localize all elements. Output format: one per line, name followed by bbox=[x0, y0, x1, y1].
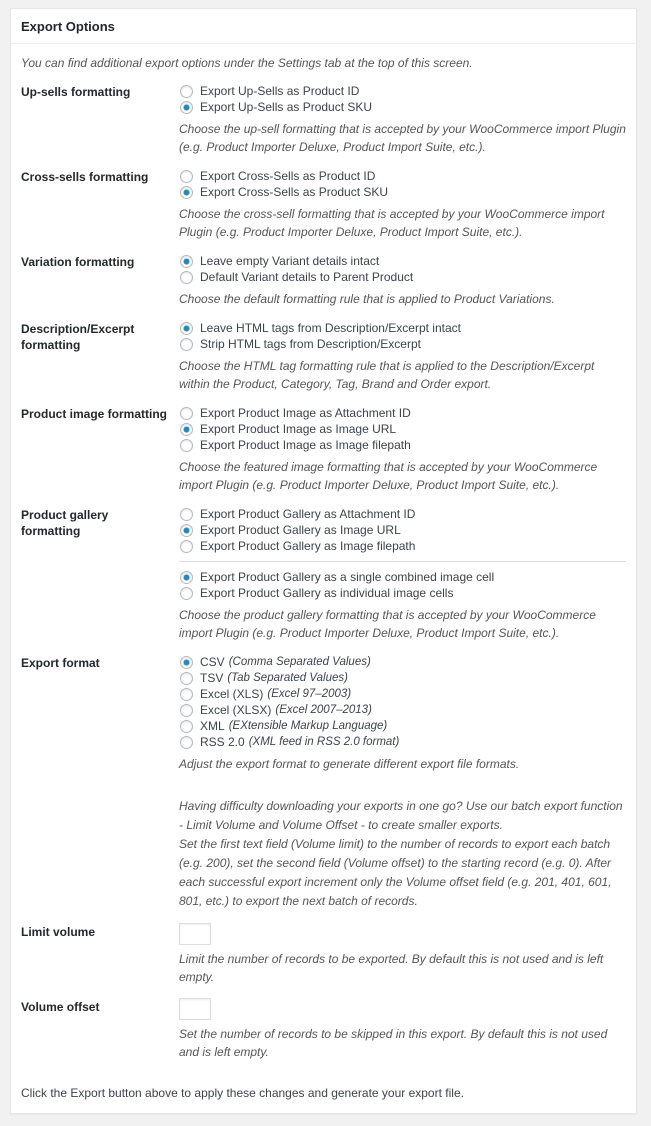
radio-button-icon[interactable] bbox=[180, 186, 193, 199]
variation-option-0[interactable] bbox=[179, 253, 626, 269]
settings-rows bbox=[21, 83, 626, 1061]
option-label: CSV bbox=[200, 655, 225, 669]
limit-volume-description: Limit the number of records to be exported. By default this is not used and is left empty. bbox=[179, 952, 604, 984]
option-label: TSV bbox=[200, 671, 224, 685]
settings-row-product-image bbox=[21, 405, 626, 494]
settings-row-cross-sells bbox=[21, 168, 626, 241]
option-note: (Comma Separated Values) bbox=[228, 656, 371, 668]
row-content-up-sells bbox=[179, 83, 626, 156]
settings-row-variation bbox=[21, 253, 626, 308]
row-content-volume-offset bbox=[179, 998, 626, 1061]
settings-row-batch-export-note bbox=[21, 797, 626, 911]
option-label: Leave HTML tags from Description/Excerpt intact bbox=[200, 321, 461, 335]
option-label: Export Product Gallery as individual image cells bbox=[200, 586, 454, 600]
row-label-limit-volume: Limit volume bbox=[21, 925, 96, 939]
row-label-cross-sells: Cross-sells formatting bbox=[21, 170, 149, 184]
option-label: Export Cross-Sells as Product SKU bbox=[200, 185, 389, 199]
settings-row-product-gallery bbox=[21, 506, 626, 642]
row-content-variation bbox=[179, 253, 626, 308]
row-content-export-format bbox=[179, 654, 626, 773]
radio-button-icon[interactable] bbox=[180, 704, 193, 717]
radio-button-icon[interactable] bbox=[180, 338, 193, 351]
description-excerpt-option-group-0 bbox=[179, 320, 626, 352]
row-content-description-excerpt bbox=[179, 320, 626, 393]
panel-body bbox=[11, 55, 636, 1113]
export-options-panel bbox=[10, 8, 637, 1114]
variation-option-group-0 bbox=[179, 253, 626, 285]
export-format-description: Adjust the export format to generate different export file formats. bbox=[179, 757, 520, 771]
option-label: XML bbox=[200, 719, 225, 733]
panel-title: Export Options bbox=[11, 9, 636, 44]
radio-button-icon[interactable] bbox=[180, 656, 193, 669]
up-sells-option-group-0 bbox=[179, 83, 626, 115]
radio-button-icon[interactable] bbox=[180, 587, 193, 600]
radio-button-icon[interactable] bbox=[180, 322, 193, 335]
export-format-option-0[interactable] bbox=[179, 654, 626, 670]
radio-button-icon[interactable] bbox=[180, 508, 193, 521]
up-sells-option-0[interactable] bbox=[179, 83, 626, 99]
option-label: Excel (XLS) bbox=[200, 687, 264, 701]
limit-volume-input[interactable] bbox=[179, 923, 211, 945]
row-content-product-image bbox=[179, 405, 626, 494]
option-label: Export Product Image as Attachment ID bbox=[200, 406, 411, 420]
option-label: Export Product Image as Image filepath bbox=[200, 438, 411, 452]
option-label: Export Product Gallery as Image URL bbox=[200, 523, 401, 537]
radio-button-icon[interactable] bbox=[180, 407, 193, 420]
cross-sells-option-1[interactable] bbox=[179, 184, 626, 200]
description-excerpt-option-0[interactable] bbox=[179, 320, 626, 336]
radio-button-icon[interactable] bbox=[180, 720, 193, 733]
row-content-cross-sells bbox=[179, 168, 626, 241]
radio-button-icon[interactable] bbox=[180, 439, 193, 452]
row-label-product-image: Product image formatting bbox=[21, 407, 168, 421]
product-gallery-option-group-0 bbox=[179, 506, 626, 554]
product-gallery-option-2[interactable] bbox=[179, 538, 626, 554]
settings-row-export-format bbox=[21, 654, 626, 773]
radio-button-icon[interactable] bbox=[180, 101, 193, 114]
radio-button-icon[interactable] bbox=[180, 571, 193, 584]
batch-note-paragraph: Set the first text field (Volume limit) to the number of records to export each batch (e.g. 200), set the second field (Volume offset) to the starting record (e.g. 0). After each successful export increment only the Volume offset field (e.g. 201, 401, 601, 801, etc.) to export the next batch of records. bbox=[179, 837, 612, 908]
description-excerpt-description: Choose the HTML tag formatting rule that is applied to the Description/Excerpt within the Product, Category, Tag, Brand and Order export. bbox=[179, 359, 595, 391]
volume-offset-input[interactable] bbox=[179, 998, 211, 1020]
row-content-batch-export-note bbox=[179, 797, 626, 911]
product-gallery-option-1[interactable] bbox=[179, 522, 626, 538]
description-excerpt-option-1[interactable] bbox=[179, 336, 626, 352]
radio-button-icon[interactable] bbox=[180, 736, 193, 749]
row-label-variation: Variation formatting bbox=[21, 255, 135, 269]
option-label: Export Product Gallery as Attachment ID bbox=[200, 507, 416, 521]
export-format-option-1[interactable] bbox=[179, 670, 626, 686]
product-image-option-0[interactable] bbox=[179, 405, 626, 421]
product-image-option-group-0 bbox=[179, 405, 626, 453]
row-content-limit-volume bbox=[179, 923, 626, 986]
radio-button-icon[interactable] bbox=[180, 170, 193, 183]
row-label-description-excerpt: Description/Excerpt formatting bbox=[21, 322, 135, 352]
footer-note: Click the Export button above to apply these changes and generate your export file. bbox=[21, 1086, 464, 1100]
product-image-option-2[interactable] bbox=[179, 437, 626, 453]
row-content-product-gallery bbox=[179, 506, 626, 642]
option-note: (Excel 2007–2013) bbox=[275, 704, 372, 716]
option-label: Export Product Image as Image URL bbox=[200, 422, 397, 436]
row-label-export-format: Export format bbox=[21, 656, 100, 670]
radio-button-icon[interactable] bbox=[180, 524, 193, 537]
export-options-page bbox=[0, 8, 651, 1114]
cross-sells-option-0[interactable] bbox=[179, 168, 626, 184]
up-sells-description: Choose the up-sell formatting that is accepted by your WooCommerce import Plugin (e.g. Product Importer Deluxe, Product Import Suite, etc.). bbox=[179, 122, 626, 154]
batch-note-paragraph: Having difficulty downloading your exports in one go? Use our batch export function - Limit Volume and Volume Offset - to create smaller exports. bbox=[179, 799, 623, 832]
row-label-up-sells: Up-sells formatting bbox=[21, 85, 131, 99]
settings-row-volume-offset bbox=[21, 998, 626, 1061]
up-sells-option-1[interactable] bbox=[179, 99, 626, 115]
radio-button-icon[interactable] bbox=[180, 271, 193, 284]
cross-sells-description: Choose the cross-sell formatting that is accepted by your WooCommerce import Plugin (e.g. Product Importer Deluxe, Product Import Suite, etc.). bbox=[179, 207, 605, 239]
option-label: Export Cross-Sells as Product ID bbox=[200, 169, 376, 183]
product-image-description: Choose the featured image formatting that is accepted by your WooCommerce import Plugin (e.g. Product Importer Deluxe, Product Import Suite, etc.). bbox=[179, 460, 598, 492]
radio-button-icon[interactable] bbox=[180, 255, 193, 268]
option-label: Leave empty Variant details intact bbox=[200, 254, 380, 268]
option-note: (Excel 97–2003) bbox=[267, 688, 352, 700]
export-format-option-4[interactable] bbox=[179, 718, 626, 734]
option-note: (Tab Separated Values) bbox=[227, 672, 348, 684]
row-label-batch-export-note bbox=[21, 797, 179, 911]
option-note: (EXtensible Markup Language) bbox=[228, 720, 388, 732]
option-label: Export Product Gallery as a single combined image cell bbox=[200, 570, 495, 584]
cross-sells-option-group-0 bbox=[179, 168, 626, 200]
product-gallery-option-0[interactable] bbox=[179, 506, 626, 522]
settings-row-limit-volume bbox=[21, 923, 626, 986]
export-format-option-group-0 bbox=[179, 654, 626, 750]
product-gallery-description: Choose the product gallery formatting that is accepted by your WooCommerce import Plugin (e.g. Product Importer Deluxe, Product Import Suite, etc.). bbox=[179, 608, 596, 640]
product-gallery-option-group-1 bbox=[179, 561, 626, 601]
settings-row-up-sells bbox=[21, 83, 626, 156]
option-label: Default Variant details to Parent Product bbox=[200, 270, 414, 284]
option-label: Export Up-Sells as Product SKU bbox=[200, 100, 373, 114]
row-label-product-gallery: Product gallery formatting bbox=[21, 508, 109, 538]
variation-description: Choose the default formatting rule that is applied to Product Variations. bbox=[179, 292, 555, 306]
export-format-option-5[interactable] bbox=[179, 734, 626, 750]
option-label: RSS 2.0 bbox=[200, 735, 245, 749]
product-image-option-1[interactable] bbox=[179, 421, 626, 437]
settings-row-description-excerpt bbox=[21, 320, 626, 393]
volume-offset-description: Set the number of records to be skipped in this export. By default this is not used and is left empty. bbox=[179, 1027, 608, 1059]
radio-button-icon[interactable] bbox=[180, 423, 193, 436]
product-gallery-option-1[interactable] bbox=[179, 585, 626, 601]
option-label: Excel (XLSX) bbox=[200, 703, 272, 717]
option-label: Strip HTML tags from Description/Excerpt bbox=[200, 337, 421, 351]
option-label: Export Up-Sells as Product ID bbox=[200, 84, 360, 98]
row-label-volume-offset: Volume offset bbox=[21, 1000, 100, 1014]
radio-button-icon[interactable] bbox=[180, 688, 193, 701]
option-note: (XML feed in RSS 2.0 format) bbox=[248, 736, 400, 748]
intro-note: You can find additional export options under the Settings tab at the top of this screen. bbox=[21, 56, 473, 70]
option-label: Export Product Gallery as Image filepath bbox=[200, 539, 416, 553]
product-gallery-option-0[interactable] bbox=[179, 569, 626, 585]
radio-button-icon[interactable] bbox=[180, 672, 193, 685]
variation-option-1[interactable] bbox=[179, 269, 626, 285]
radio-button-icon[interactable] bbox=[180, 540, 193, 553]
radio-button-icon[interactable] bbox=[180, 85, 193, 98]
export-format-option-2[interactable] bbox=[179, 686, 626, 702]
export-format-option-3[interactable] bbox=[179, 702, 626, 718]
